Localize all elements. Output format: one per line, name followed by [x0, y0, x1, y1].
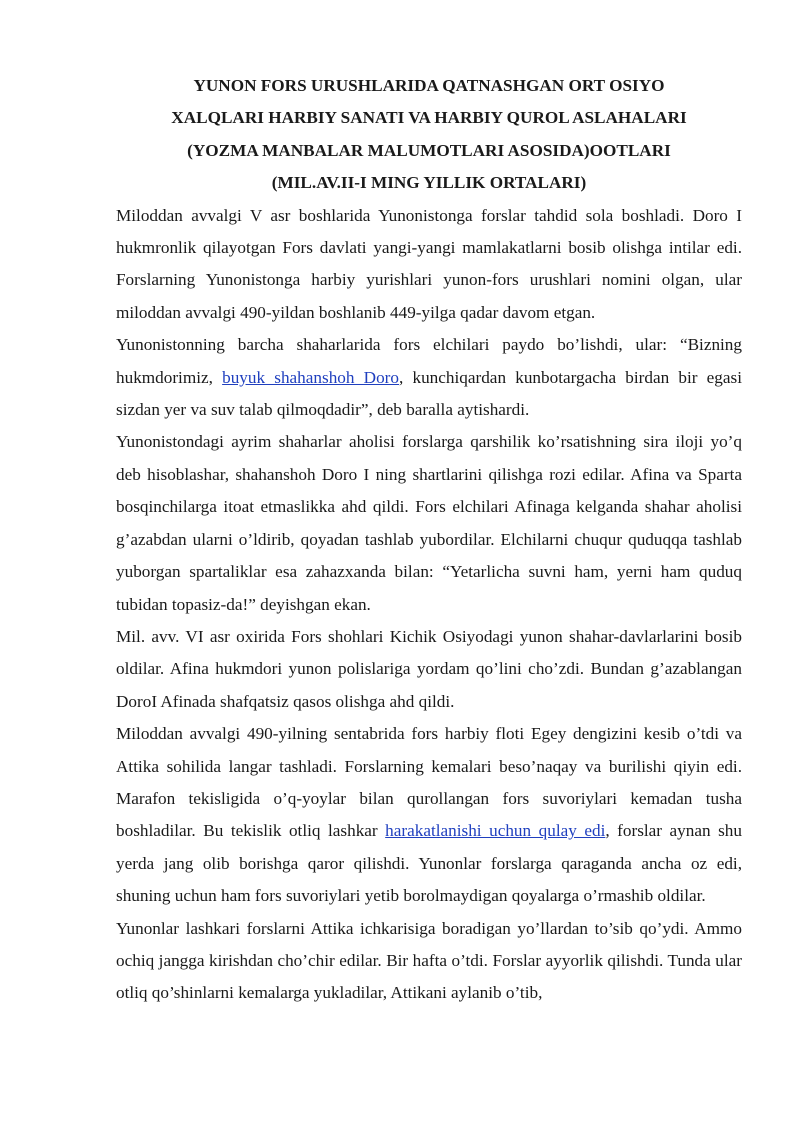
document-title	[116, 70, 742, 200]
paragraph-3: Yunonistondagi ayrim shaharlar aholisi forslarga qarshilik ko’rsatishning sira iloji yo’q deb hisoblashar, shahanshoh Doro I ning shartlarini qilishga rozi edilar. Afina va Sparta bosqinchilarga itoat etmaslikka ahd qildi. Fors elchilari Afinaga kelganda shahar aholisi g’azabdan ularni o’ldirib, qoyadan tashlab yubordilar. Elchilarni chuqur quduqqa tashlab yuborgan spartaliklar esa zahazxanda bilan: “Yetarlicha suvni ham, yerni ham quduq tubidan topasiz-da!” deyishgan ekan.	[116, 432, 742, 614]
paragraph-5-text-after: , forslar aynan shu yerda jang olib borishga qaror qilishdi. Yunonlar forslarga qaraganda ancha oz edi, shuning uchun ham fors suvoriylari yetib borolmaydigan qoyalarga o’rmashib oldilar.	[116, 821, 742, 906]
link-harakatlanishi-uchun-qulay-edi[interactable]: harakatlanishi uchun qulay edi	[385, 821, 606, 841]
paragraph-1: Miloddan avvalgi V asr boshlarida Yunonistonga forslar tahdid sola boshladi. Doro I hukmronlik qilayotgan Fors davlati yangi-yangi mamlakatlarni bosib olishga intilar edi. Forslarning Yunonistonga harbiy yurishlari yunon-fors urushlari nomini olgan, ular miloddan avvalgi 490-yildan boshlanib 449-yilga qadar davom etgan.	[116, 205, 742, 322]
paragraph-2	[116, 329, 742, 426]
title-line-4: (MIL.AV.II-I MING YILLIK ORTALARI)	[271, 173, 587, 193]
paragraph-2-text-before: Yunonistonning barcha shaharlarida fors elchilari paydo bo’lishdi, ular: “Bizning hukmdorimiz,	[116, 335, 742, 387]
paragraph-6: Yunonlar lashkari forslarni Attika ichkarisiga boradigan yo’llardan to’sib qo’ydi. Ammo ochiq jangga kirishdan cho’chir edilar. Bir hafta o’tdi. Forslar ayyorlik qilishdi. Tunda ular otliq qo’shinlarni kemalarga yukladilar, Attikani aylanib o’tib,	[116, 918, 742, 1003]
paragraph-5	[116, 718, 742, 912]
link-buyuk-shahanshoh-doro[interactable]: buyuk shahanshoh Doro	[222, 367, 399, 387]
title-line-2: XALQLARI HARBIY SANATI VA HARBIY QUROL ASLAHALARI	[171, 108, 687, 128]
paragraph-4: Mil. avv. VI asr oxirida Fors shohlari Kichik Osiyodagi yunon shahar-davlarlarini bosib oldilar. Afina hukmdori yunon polislariga yordam qo’lini cho’zdi. Bundan g’azablangan DoroI Afinada shafqatsiz qasos olishga ahd qildi.	[116, 626, 742, 711]
title-line-3: (YOZMA MANBALAR MALUMOTLARI ASOSIDA)OOTLARI	[187, 140, 671, 160]
paragraph-5-text-before: Miloddan avvalgi 490-yilning sentabrida fors harbiy floti Egey dengizini kesib o’tdi va Attika sohilida langar tashladi. Forslarning kemalari beso’naqay va burilishi qiyin edi. Marafon tekisligida o’q-yoylar bilan qurollangan fors suvoriylari kemadan tusha boshladilar. Bu tekislik otliq lashkar	[116, 724, 742, 841]
document-body	[116, 70, 742, 1010]
title-line-1: YUNON FORS URUSHLARIDA QATNASHGAN ORT OSIYO	[193, 76, 665, 95]
paragraph-2-text-after: , kunchiqardan kunbotargacha birdan bir egasi sizdan yer va suv talab qilmoqdadir”, deb baralla aytishardi.	[116, 367, 742, 420]
